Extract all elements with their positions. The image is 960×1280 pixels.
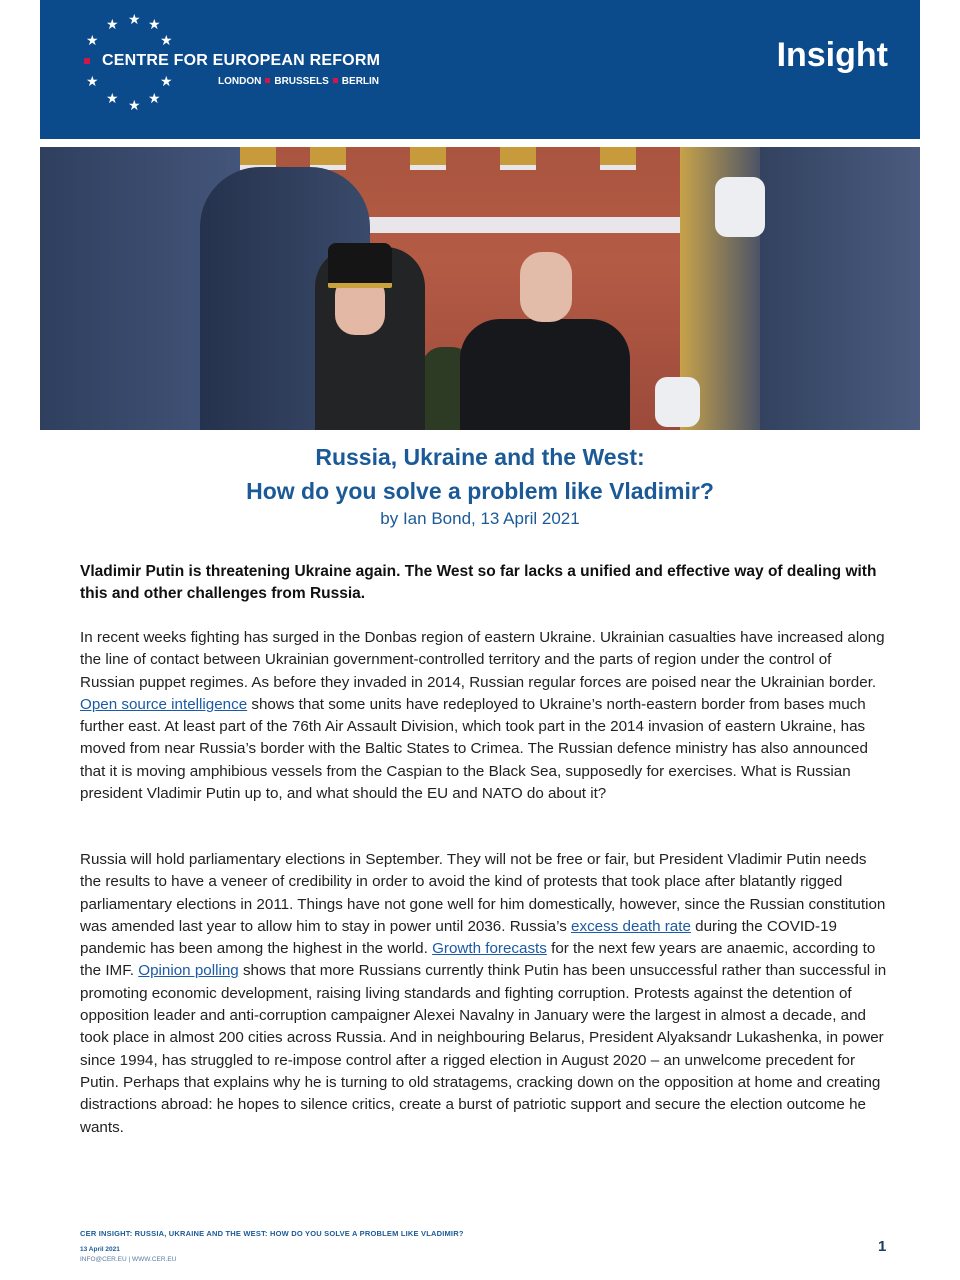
footer-title: CER INSIGHT: RUSSIA, UKRAINE AND THE WEST: HOW DO YOU SOLVE A PROBLEM LIKE VLADIMIR? bbox=[80, 1229, 464, 1238]
text: In recent weeks fighting has surged in the Donbas region of eastern Ukraine. Ukrainian casualties have increased along the line of contact between Ukrainian government-controlled territory and the parts of region under the control of Russian puppet regimes. As before they invaded in 2014, Russian regular forces are poised near the Ukrainian border. bbox=[80, 629, 885, 691]
officer-hat bbox=[328, 243, 392, 288]
putin-head bbox=[520, 252, 572, 322]
article-title-line1: Russia, Ukraine and the West: bbox=[315, 444, 645, 470]
byline: by Ian Bond, 13 April 2021 bbox=[380, 509, 580, 528]
link-excess-death-rate[interactable]: excess death rate bbox=[571, 917, 691, 935]
window bbox=[500, 147, 536, 170]
star-icon: ★ bbox=[128, 11, 141, 27]
hero-photo bbox=[40, 147, 920, 430]
star-icon: ★ bbox=[106, 90, 119, 106]
page-number: 1 bbox=[878, 1238, 887, 1255]
separator-icon bbox=[265, 78, 270, 83]
body-paragraph-1 bbox=[80, 627, 890, 805]
text: Russia will hold parliamentary elections in September. They will not be free or fair, but President Vladimir Putin needs the results to have a veneer of credibility in order to avoid the kind of protests that took place after blatantly rigged parliamentary elections in 2011. Things have not gone well for him domestically, however, since the Russian constitution was amended last year to allow him to stay in power until 2036. Russia’s bbox=[80, 851, 886, 935]
header-banner bbox=[40, 0, 920, 139]
link-open-source-intelligence[interactable]: Open source intelligence bbox=[80, 695, 248, 713]
office-cities bbox=[218, 76, 379, 87]
star-icon: ★ bbox=[160, 32, 173, 48]
text: shows that more Russians currently think Putin has been unsuccessful rather than successful in promoting economic development, raising living standards and fighting corruption. Protests against the detention of opposition leader and anti-corruption campaigner Alexei Navalny in January were the largest in almost a decade, and took place in almost 200 cities across Russia. And in neighbouring Belarus, President Alyaksandr Lukashenka, in power since 1994, has struggled to re-impose control after a rigged election in August 2020 – an unwelcome precedent for Putin. Perhaps that explains why he is turning to old stratagems, cracking down on the opposition at home and creating distractions abroad: he hopes to silence critics, create a burst of patriotic support and secure the election outcome he wants. bbox=[80, 962, 887, 1136]
star-icon: ★ bbox=[106, 16, 119, 32]
window bbox=[600, 147, 636, 170]
city-brussels: BRUSSELS bbox=[274, 76, 329, 87]
window bbox=[410, 147, 446, 170]
lead-paragraph: Vladimir Putin is threatening Ukraine again. The West so far lacks a unified and effective way of dealing with this and other challenges from Russia. bbox=[80, 563, 877, 602]
star-icon: ★ bbox=[86, 73, 99, 89]
footer-contact[interactable]: INFO@CER.EU | WWW.CER.EU bbox=[80, 1256, 177, 1263]
text: for the next few years are anaemic, according to the IMF. bbox=[80, 940, 876, 980]
star-icon: ★ bbox=[86, 32, 99, 48]
org-name: CENTRE FOR EUROPEAN REFORM bbox=[102, 52, 381, 69]
article-title-line2: How do you solve a problem like Vladimir? bbox=[246, 478, 714, 504]
star-icon: ★ bbox=[148, 90, 161, 106]
star-icon: ★ bbox=[148, 16, 161, 32]
city-berlin: BERLIN bbox=[341, 76, 380, 87]
soldier-right-2 bbox=[760, 147, 920, 430]
city-london: LONDON bbox=[218, 76, 262, 87]
glove bbox=[715, 177, 765, 237]
text: during the COVID-19 pandemic has been among the highest in the world. bbox=[80, 917, 837, 958]
red-square-icon bbox=[84, 58, 90, 64]
footer-date: 13 April 2021 bbox=[80, 1246, 120, 1253]
body-paragraph-2 bbox=[80, 849, 890, 1139]
series-label: Insight bbox=[776, 36, 888, 74]
glove bbox=[655, 377, 700, 427]
link-opinion-polling[interactable]: Opinion polling bbox=[138, 962, 239, 980]
separator-icon bbox=[333, 78, 338, 83]
link-growth-forecasts[interactable]: Growth forecasts bbox=[432, 940, 547, 958]
star-icon: ★ bbox=[160, 73, 173, 89]
text: shows that some units have redeployed to Ukraine’s north-eastern border from bases much further east. At least part of the 76th Air Assault Division, which took part in the 2014 invasion of eastern Ukraine, has moved from near Russia’s border with the Baltic States to Crimea. The Russian defence ministry has also announced that it is moving amphibious vessels from the Caspian to the Black Sea, supposedly for exercises. What is Russian president Vladimir Putin up to, and what should the EU and NATO do about it? bbox=[80, 695, 868, 803]
putin-figure bbox=[460, 319, 630, 430]
star-icon: ★ bbox=[128, 97, 141, 113]
